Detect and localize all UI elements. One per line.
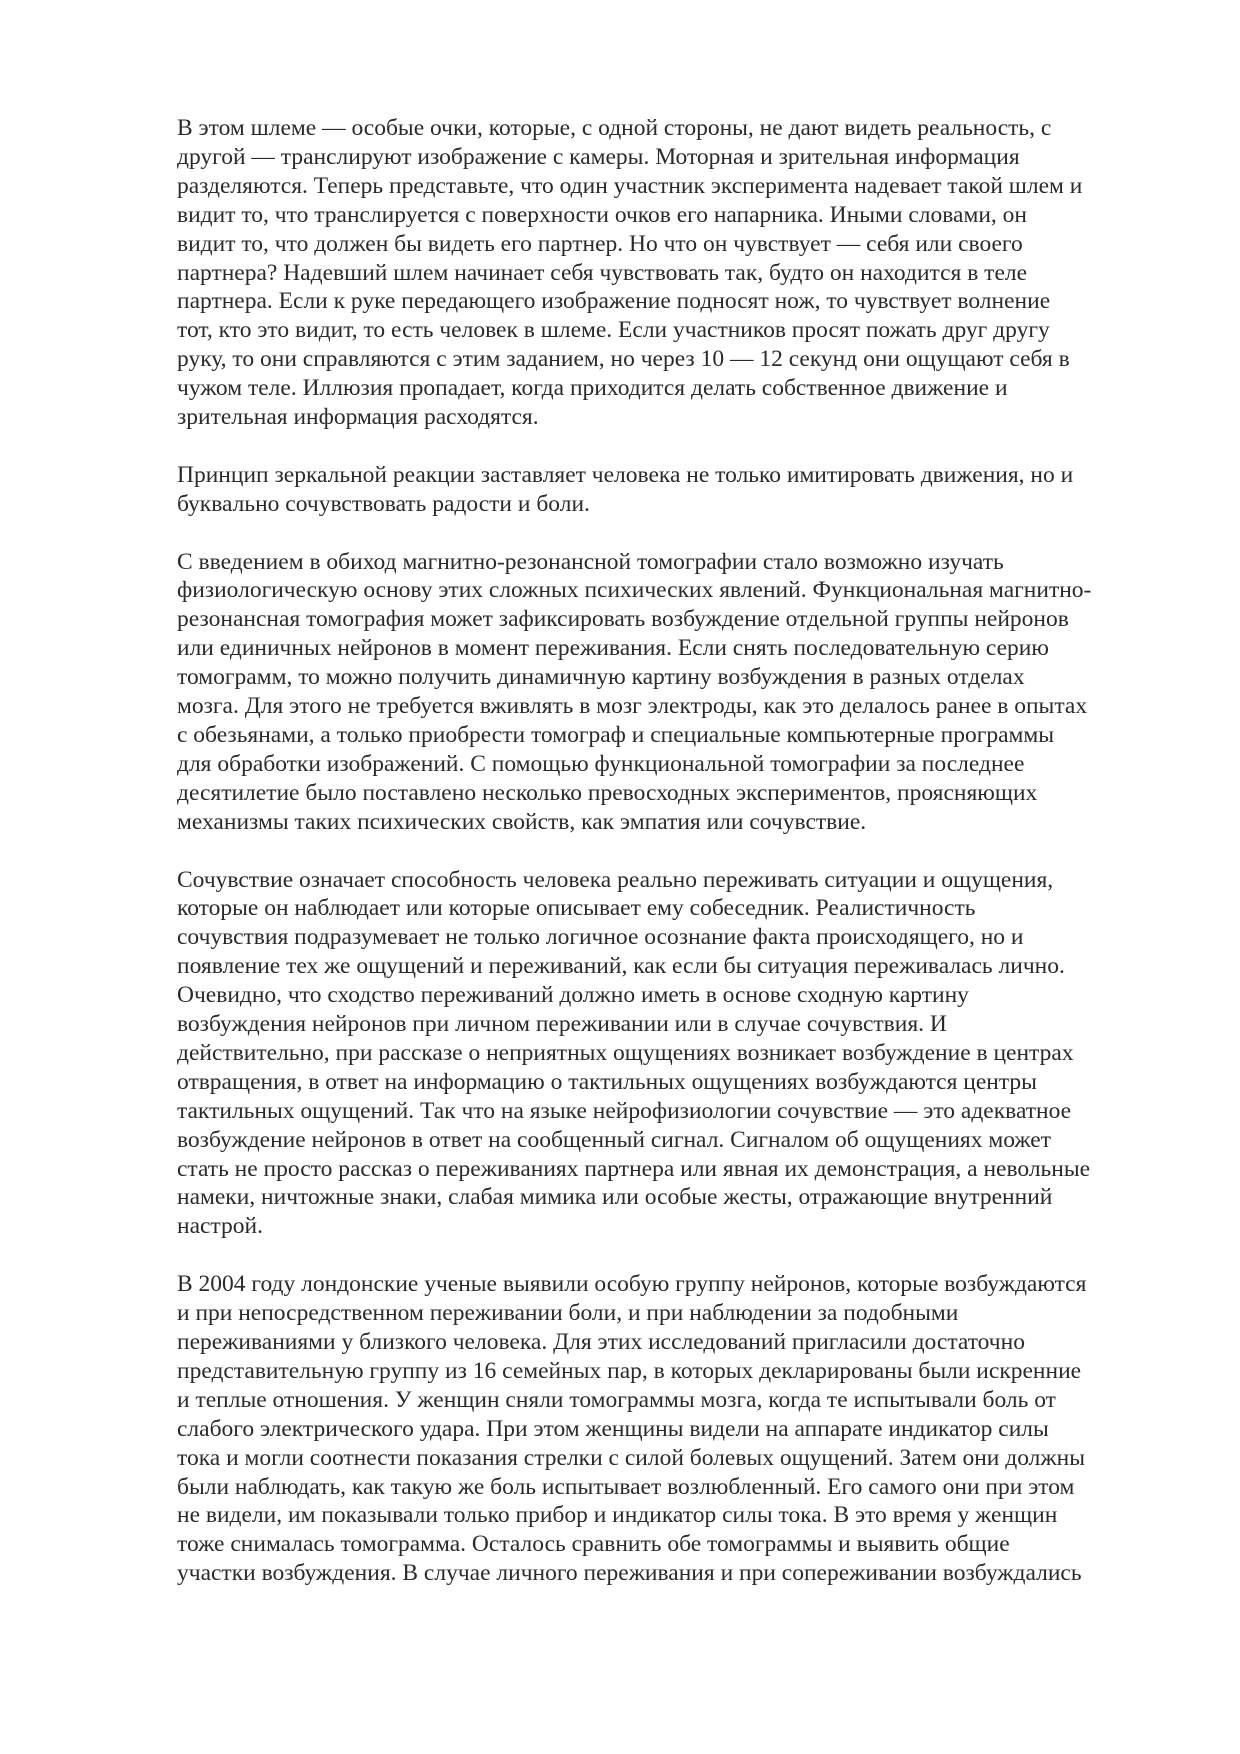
text-line: С введением в обиход магнитно-резонансной томографии стало возможно изучать bbox=[177, 548, 1004, 575]
text-line: механизмы таких психических свойств, как эмпатия или сочувствие. bbox=[177, 808, 867, 835]
text-line: видит то, что транслируется с поверхности очков его напарника. Иными словами, он bbox=[177, 201, 1027, 228]
text-line: для обработки изображений. С помощью функциональной томографии за последнее bbox=[177, 750, 1025, 777]
text-line: Сочувствие означает способность человека реально переживать ситуации и ощущения, bbox=[177, 866, 1054, 893]
text-line: и теплые отношения. У женщин сняли томограммы мозга, когда те испытывали боль от bbox=[177, 1386, 1056, 1413]
text-line: действительно, при рассказе о неприятных ощущениях возникает возбуждение в центрах bbox=[177, 1039, 1074, 1066]
text-line: стать не просто рассказ о переживаниях партнера или явная их демонстрация, а невольные bbox=[177, 1155, 1091, 1182]
text-line: тока и могли соотнести показания стрелки с силой болевых ощущений. Затем они должны bbox=[177, 1444, 1085, 1471]
text-line: чужом теле. Иллюзия пропадает, когда приходится делать собственное движение и bbox=[177, 375, 1008, 402]
text-line: другой — транслируют изображение с камеры. Моторная и зрительная информация bbox=[177, 143, 1020, 170]
text-line: разделяются. Теперь представьте, что один участник эксперимента надевает такой шлем и bbox=[177, 172, 1083, 199]
text-line: зрительная информация расходятся. bbox=[177, 404, 539, 431]
text-line: были наблюдать, как такую же боль испытывает возлюбленный. Его самого они при этом bbox=[177, 1473, 1075, 1500]
text-line: появление тех же ощущений и переживаний, как если бы ситуация переживалась лично. bbox=[177, 953, 1065, 980]
text-line: или единичных нейронов в момент переживания. Если снять последовательную серию bbox=[177, 635, 1049, 662]
text-line: десятилетие было поставлено несколько превосходных экспериментов, проясняющих bbox=[177, 779, 1038, 806]
text-line: партнера. Если к руке передающего изображение подносят нож, то чувствует волнение bbox=[177, 288, 1051, 315]
text-line: слабого электрического удара. При этом женщины видели на аппарате индикатор силы bbox=[177, 1415, 1049, 1442]
paragraph-helmet-experiment bbox=[177, 114, 1162, 432]
text-line: с обезьянами, а только приобрести томограф и специальные компьютерные программы bbox=[177, 722, 1055, 748]
text-line: участки возбуждения. В случае личного переживания и при сопереживании возбуждались bbox=[177, 1560, 1082, 1587]
text-line: возбуждение нейронов в ответ на сообщенный сигнал. Сигналом об ощущениях может bbox=[177, 1126, 1051, 1153]
text-line: не видели, им показывали только прибор и индикатор силы тока. В это время у женщин bbox=[177, 1502, 1058, 1529]
text-line: представительную группу из 16 семейных пар, в которых декларированы были искренние bbox=[177, 1357, 1082, 1384]
text-line: возбуждения нейронов при личном переживании или в случае сочувствия. И bbox=[177, 1011, 947, 1038]
text-line: физиологическую основу этих сложных психических явлений. Функциональная магнитно- bbox=[177, 577, 1092, 604]
text-line: сочувствия подразумевает не только логичное осознание факта происходящего, но и bbox=[177, 924, 1024, 951]
paragraph-empathy bbox=[177, 866, 1162, 1242]
text-line: настрой. bbox=[177, 1213, 263, 1240]
text-line: которые он наблюдает или которые описывает ему собеседник. Реалистичность bbox=[177, 895, 976, 922]
text-line: переживаниями у близкого человека. Для этих исследований пригласили достаточно bbox=[177, 1329, 1025, 1355]
text-line: Очевидно, что сходство переживаний должно иметь в основе сходную картину bbox=[177, 982, 969, 1009]
body-text bbox=[177, 114, 1162, 1617]
text-line: намеки, ничтожные знаки, слабая мимика или особые жесты, отражающие внутренний bbox=[177, 1184, 1053, 1211]
text-line: руку, то они справляются с этим заданием, но через 10 — 12 секунд они ощущают себя в bbox=[177, 346, 1070, 373]
text-line: тактильных ощущений. Так что на языке нейрофизиологии сочувствие — это адекватное bbox=[177, 1097, 1072, 1124]
paragraph-london-study bbox=[177, 1270, 1162, 1588]
text-line: В 2004 году лондонские ученые выявили особую группу нейронов, которые возбуждаются bbox=[177, 1271, 1087, 1298]
text-line: томограмм, то можно получить динамичную картину возбуждения в разных отделах bbox=[177, 664, 1025, 691]
text-line: Принцип зеркальной реакции заставляет человека не только имитировать движения, но и bbox=[177, 461, 1074, 488]
paragraph-mri-tomography bbox=[177, 548, 1162, 837]
text-line: тоже снималась томограмма. Осталось сравнить обе томограммы и выявить общие bbox=[177, 1531, 1010, 1558]
text-line: отвращения, в ответ на информацию о тактильных ощущениях возбуждаются центры bbox=[177, 1068, 1037, 1095]
text-line: мозга. Для этого не требуется вживлять в мозг электроды, как это делалось ранее в опытах bbox=[177, 693, 1088, 720]
text-line: резонансная томография может зафиксировать возбуждение отдельной группы нейронов bbox=[177, 606, 1069, 633]
text-line: и при непосредственном переживании боли, и при наблюдении за подобными bbox=[177, 1300, 959, 1327]
text-line: В этом шлеме — особые очки, которые, с одной стороны, не дают видеть реальность, с bbox=[177, 115, 1052, 141]
text-line: тот, кто это видит, то есть человек в шлеме. Если участников просят пожать друг другу bbox=[177, 317, 1050, 344]
text-line: буквально сочувствовать радости и боли. bbox=[177, 490, 590, 517]
text-line: партнера? Надевший шлем начинает себя чувствовать так, будто он находится в теле bbox=[177, 259, 1028, 286]
paragraph-mirror-principle bbox=[177, 461, 1162, 519]
text-line: видит то, что должен бы видеть его партнер. Но что он чувствует — себя или своего bbox=[177, 230, 1023, 257]
